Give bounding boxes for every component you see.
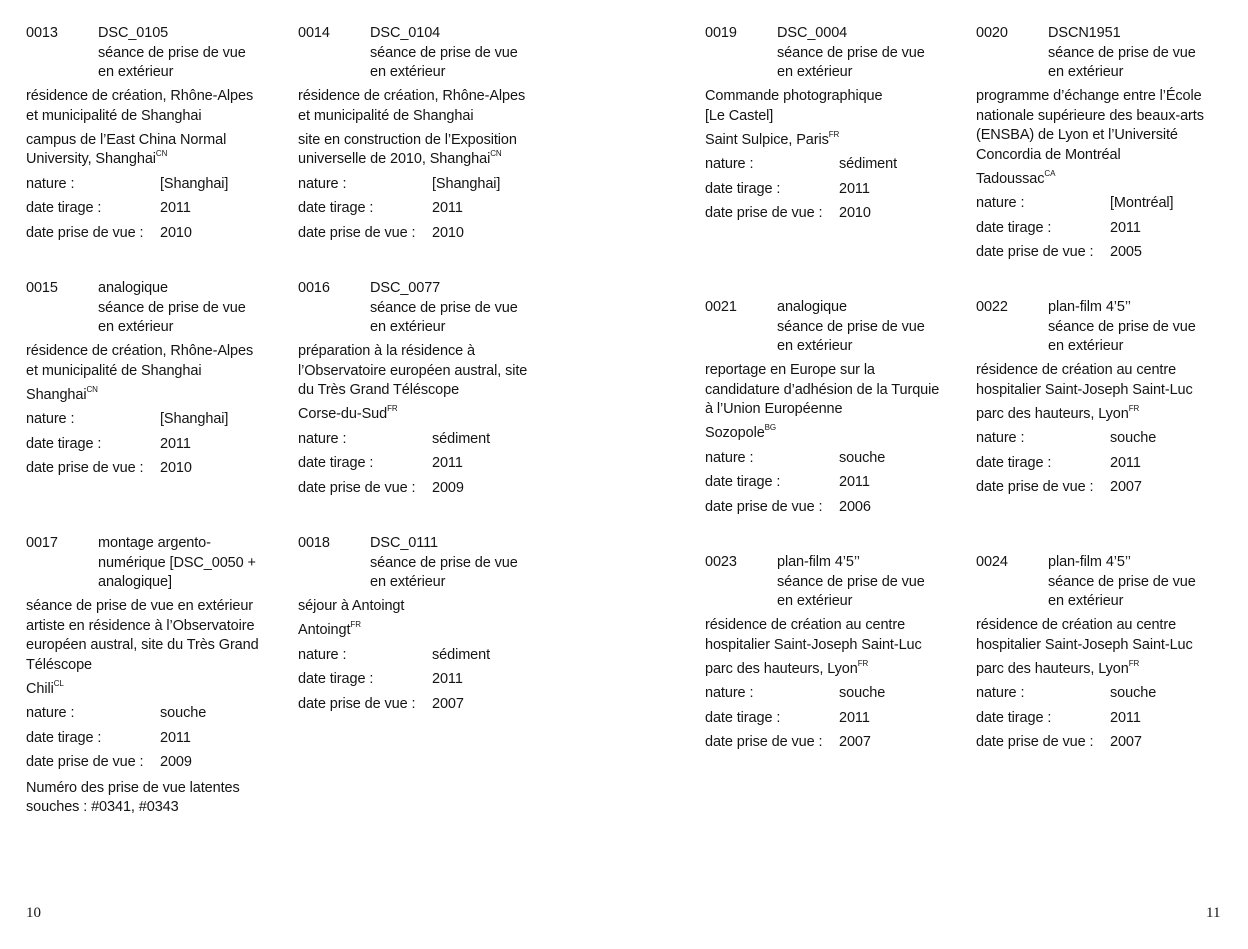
- entry-number: 0016: [298, 280, 330, 296]
- meta-row-nature: [298, 175, 560, 195]
- nature-label: nature :: [705, 156, 754, 172]
- date-tirage-label: date tirage :: [705, 474, 781, 490]
- date-prise-de-vue-label: date prise de vue :: [705, 734, 823, 750]
- entry-description: Commande photographique [Le Castel]: [705, 88, 883, 124]
- date-tirage-label: date tirage :: [298, 455, 374, 471]
- entry-subtitle: séance de prise de vue en extérieur: [1048, 318, 1196, 354]
- entry-description: résidence de création, Rhône-Alpes et municipalité de Shanghai: [26, 88, 254, 124]
- meta-row-date-prise-de-vue: [705, 498, 967, 518]
- country-code: FR: [350, 620, 361, 630]
- entry-subtitle: séance de prise de vue en extérieur: [98, 299, 246, 335]
- entry-number: 0020: [976, 25, 1008, 41]
- entry-subtitle: séance de prise de vue en extérieur: [370, 299, 518, 335]
- entry-number: 0013: [26, 25, 58, 41]
- entry-description: séance de prise de vue en extérieur artiste en résidence à l’Observatoire européen austral, site du Très Grand Téléscope: [26, 598, 259, 673]
- entry-header: [298, 279, 560, 299]
- meta-row-date-tirage: [26, 435, 288, 455]
- date-tirage-value: 2011: [839, 474, 870, 490]
- entry-location: [298, 131, 560, 170]
- location-name: Shanghai: [26, 386, 87, 403]
- date-tirage-value: 2011: [160, 200, 191, 216]
- date-prise-de-vue-value: 2005: [1110, 244, 1142, 260]
- entry-description: préparation à la résidence à l’Observatoire européen austral, site du Très Grand Téléscope: [298, 343, 528, 398]
- nature-value: souche: [839, 449, 886, 466]
- date-tirage-label: date tirage :: [26, 435, 102, 452]
- entry-title: DSCN1951: [1048, 25, 1121, 41]
- entry-header: [26, 24, 288, 44]
- entry-subtitle: séance de prise de vue en extérieur: [1048, 573, 1196, 609]
- meta-row-date-prise-de-vue: [976, 243, 1238, 263]
- meta-row-date-prise-de-vue: [705, 733, 967, 753]
- nature-value: [Shanghai]: [160, 411, 229, 427]
- date-tirage-label: date tirage :: [298, 200, 374, 216]
- entry-title: DSC_0004: [777, 25, 848, 41]
- meta-row-nature: [298, 430, 560, 450]
- entry-header: [26, 279, 288, 299]
- meta-row-date-tirage: [705, 180, 967, 200]
- meta-row-nature: [298, 646, 560, 666]
- entry-number: 0021: [705, 299, 737, 315]
- date-prise-de-vue-value: 2009: [432, 479, 464, 496]
- date-tirage-value: 2011: [1110, 219, 1141, 236]
- meta-row-date-prise-de-vue: [26, 224, 288, 244]
- country-code: CN: [490, 149, 502, 159]
- meta-row-date-tirage: [705, 709, 967, 729]
- date-prise-de-vue-label: date prise de vue :: [705, 205, 823, 221]
- entry-title: plan-film 4’5’’: [1048, 299, 1131, 315]
- country-code: CA: [1044, 168, 1056, 178]
- date-prise-de-vue-label: date prise de vue :: [26, 460, 144, 476]
- date-tirage-label: date tirage :: [705, 180, 781, 197]
- country-code: BG: [764, 423, 777, 433]
- catalog-entry: [705, 553, 967, 753]
- meta-row-date-prise-de-vue: [26, 753, 288, 773]
- nature-value: souche: [1110, 430, 1157, 446]
- entry-location: [26, 131, 288, 170]
- catalog-entry: [298, 534, 560, 714]
- entry-number: 0019: [705, 25, 737, 41]
- meta-row-nature: [705, 449, 967, 469]
- meta-row-date-tirage: [976, 219, 1238, 239]
- nature-label: nature :: [705, 685, 754, 701]
- meta-row-date-prise-de-vue: [976, 478, 1238, 498]
- entry-location: [298, 621, 560, 641]
- date-tirage-value: 2011: [839, 180, 870, 197]
- entry-subtitle: séance de prise de vue en extérieur: [98, 44, 246, 80]
- catalog-entry: [976, 553, 1238, 753]
- catalog-entry: [26, 534, 288, 818]
- meta-row-date-tirage: [26, 729, 288, 749]
- entry-header: [976, 24, 1238, 44]
- catalog-entry: [298, 279, 560, 498]
- nature-label: nature :: [298, 646, 347, 663]
- entry-subtitle: séance de prise de vue en extérieur: [777, 44, 925, 80]
- date-prise-de-vue-value: 2007: [839, 734, 871, 750]
- meta-row-date-tirage: [298, 454, 560, 474]
- location-name: parc des hauteurs, Lyon: [705, 660, 858, 677]
- entry-number: 0018: [298, 535, 330, 551]
- entry-header: [976, 553, 1238, 573]
- nature-label: nature :: [976, 195, 1025, 211]
- entry-subtitle: séance de prise de vue en extérieur: [1048, 44, 1196, 80]
- nature-label: nature :: [298, 175, 347, 192]
- date-tirage-value: 2011: [1110, 454, 1141, 471]
- entry-description: résidence de création au centre hospitalier Saint-Joseph Saint-Luc: [705, 617, 922, 653]
- nature-label: nature :: [976, 430, 1025, 446]
- date-prise-de-vue-value: 2007: [1110, 479, 1142, 495]
- country-code: FR: [387, 404, 398, 414]
- date-prise-de-vue-value: 2007: [432, 695, 464, 712]
- entry-description: résidence de création au centre hospitalier Saint-Joseph Saint-Luc: [976, 362, 1193, 398]
- meta-row-nature: [705, 155, 967, 175]
- entry-title: analogique: [98, 280, 168, 296]
- entry-location: [976, 170, 1238, 190]
- entry-title: plan-film 4’5’’: [1048, 554, 1131, 570]
- date-tirage-value: 2011: [160, 729, 191, 746]
- date-prise-de-vue-value: 2007: [1110, 734, 1142, 750]
- meta-row-nature: [26, 704, 288, 724]
- entry-subtitle: séance de prise de vue en extérieur: [777, 318, 925, 354]
- location-name: parc des hauteurs, Lyon: [976, 660, 1129, 677]
- meta-row-date-prise-de-vue: [26, 459, 288, 479]
- catalog-entry: [298, 24, 560, 243]
- nature-value: souche: [160, 705, 207, 721]
- date-tirage-label: date tirage :: [26, 200, 102, 216]
- date-tirage-label: date tirage :: [26, 729, 102, 746]
- nature-value: souche: [839, 685, 886, 701]
- entry-location: [705, 660, 967, 680]
- date-tirage-value: 2011: [160, 435, 191, 452]
- meta-row-date-tirage: [298, 670, 560, 690]
- entry-number: 0017: [26, 535, 58, 551]
- date-tirage-label: date tirage :: [976, 709, 1052, 726]
- nature-value: sédiment: [432, 430, 491, 447]
- entry-header: [705, 24, 967, 44]
- country-code: FR: [1128, 403, 1140, 413]
- entry-title: DSC_0077: [370, 280, 441, 296]
- date-prise-de-vue-label: date prise de vue :: [298, 224, 416, 241]
- date-tirage-value: 2011: [432, 200, 463, 216]
- nature-value: sédiment: [839, 156, 898, 172]
- entry-location: [976, 660, 1238, 680]
- meta-row-date-tirage: [976, 454, 1238, 474]
- location-name: site en construction de l’Exposition universelle de 2010, Shanghai: [298, 131, 517, 167]
- catalog-entry: [705, 298, 967, 517]
- date-prise-de-vue-label: date prise de vue :: [298, 479, 416, 496]
- location-name: Corse-du-Sud: [298, 406, 388, 422]
- date-prise-de-vue-label: date prise de vue :: [976, 734, 1094, 750]
- nature-value: sédiment: [432, 646, 491, 663]
- catalog-entry: [976, 24, 1238, 263]
- entry-title: montage argento- numérique [DSC_0050 + analogique]: [98, 535, 256, 590]
- date-prise-de-vue-value: 2010: [160, 460, 192, 476]
- date-prise-de-vue-label: date prise de vue :: [26, 754, 144, 770]
- date-tirage-label: date tirage :: [976, 454, 1052, 471]
- country-code: CN: [86, 384, 98, 394]
- entry-description: résidence de création, Rhône-Alpes et municipalité de Shanghai: [298, 88, 526, 124]
- country-code: CN: [155, 149, 168, 159]
- meta-row-date-tirage: [26, 199, 288, 219]
- meta-row-nature: [26, 410, 288, 430]
- entry-number: 0023: [705, 554, 737, 570]
- location-name: Saint Sulpice, Paris: [705, 131, 829, 148]
- date-prise-de-vue-value: 2009: [160, 754, 192, 770]
- date-prise-de-vue-label: date prise de vue :: [705, 498, 823, 515]
- entry-number: 0022: [976, 299, 1008, 315]
- meta-row-date-tirage: [976, 709, 1238, 729]
- date-tirage-value: 2011: [1110, 709, 1141, 726]
- catalog-entry: [26, 279, 288, 479]
- entry-header: [705, 298, 967, 318]
- meta-row-date-tirage: [298, 199, 560, 219]
- entry-number: 0024: [976, 554, 1008, 570]
- page-number-left: 10: [26, 905, 41, 921]
- catalog-entry: [705, 24, 967, 224]
- entry-header: [298, 534, 560, 554]
- meta-row-nature: [705, 684, 967, 704]
- entry-description: séjour à Antoingt: [298, 598, 405, 614]
- date-prise-de-vue-value: 2010: [839, 205, 871, 221]
- country-code: FR: [828, 129, 840, 139]
- meta-row-date-prise-de-vue: [298, 224, 560, 244]
- nature-value: [Shanghai]: [160, 175, 229, 192]
- entry-subtitle: séance de prise de vue en extérieur: [370, 44, 518, 80]
- entry-header: [976, 298, 1238, 318]
- nature-label: nature :: [26, 705, 75, 721]
- entry-location: [705, 424, 967, 444]
- entry-header: [298, 24, 560, 44]
- entry-description: résidence de création, Rhône-Alpes et municipalité de Shanghai: [26, 343, 254, 379]
- page-number-right: 11: [1206, 905, 1221, 921]
- meta-row-date-prise-de-vue: [705, 204, 967, 224]
- date-prise-de-vue-label: date prise de vue :: [26, 224, 144, 241]
- date-tirage-label: date tirage :: [705, 709, 781, 726]
- entry-title: DSC_0111: [370, 535, 438, 551]
- location-name: Sozopole: [705, 425, 765, 441]
- entry-subtitle: séance de prise de vue en extérieur: [370, 554, 518, 590]
- entry-subtitle: séance de prise de vue en extérieur: [777, 573, 925, 609]
- nature-label: nature :: [26, 411, 75, 427]
- meta-row-nature: [976, 429, 1238, 449]
- entry-location: [298, 405, 560, 425]
- entry-description: programme d’échange entre l’École nationale supérieure des beaux-arts (ENSBA) de Lyon et l’Université Concordia de Montréal: [976, 88, 1204, 163]
- entry-header: [26, 534, 288, 593]
- entry-location: [26, 386, 288, 406]
- meta-row-nature: [26, 175, 288, 195]
- location-name: campus de l’East China Normal University, Shanghai: [26, 131, 227, 167]
- nature-label: nature :: [976, 685, 1025, 701]
- entry-number: 0015: [26, 280, 58, 296]
- entry-description: résidence de création au centre hospitalier Saint-Joseph Saint-Luc: [976, 617, 1193, 653]
- location-name: parc des hauteurs, Lyon: [976, 405, 1129, 422]
- entry-number: 0014: [298, 25, 330, 41]
- meta-row-nature: [976, 684, 1238, 704]
- entry-title: DSC_0105: [98, 25, 169, 41]
- country-code: FR: [857, 658, 869, 668]
- entry-location: [26, 680, 288, 700]
- country-code: FR: [1128, 658, 1140, 668]
- meta-row-date-prise-de-vue: [298, 695, 560, 715]
- nature-value: [Shanghai]: [432, 175, 501, 192]
- location-name: Antoingt: [298, 622, 351, 638]
- nature-label: nature :: [26, 175, 75, 192]
- date-prise-de-vue-label: date prise de vue :: [298, 695, 416, 712]
- location-name: Tadoussac: [976, 170, 1045, 187]
- date-prise-de-vue-label: date prise de vue :: [976, 244, 1094, 260]
- catalog-entry: [26, 24, 288, 243]
- catalog-entry: [976, 298, 1238, 498]
- date-tirage-value: 2011: [432, 671, 463, 687]
- country-code: CL: [53, 678, 64, 688]
- nature-label: nature :: [298, 430, 347, 447]
- date-prise-de-vue-label: date prise de vue :: [976, 479, 1094, 495]
- date-prise-de-vue-value: 2010: [160, 224, 192, 241]
- location-name: Chili: [26, 680, 54, 697]
- entry-title: plan-film 4’5’’: [777, 554, 860, 570]
- date-tirage-label: date tirage :: [976, 219, 1052, 236]
- meta-row-nature: [976, 194, 1238, 214]
- entry-note: Numéro des prise de vue latentes souches : #0341, #0343: [26, 779, 240, 815]
- entry-description: reportage en Europe sur la candidature d’adhésion de la Turquie à l’Union Européenne: [705, 362, 940, 417]
- entry-header: [705, 553, 967, 573]
- date-tirage-label: date tirage :: [298, 671, 374, 687]
- date-prise-de-vue-value: 2006: [839, 498, 871, 515]
- date-prise-de-vue-value: 2010: [432, 224, 464, 241]
- nature-value: [Montréal]: [1110, 195, 1174, 211]
- entry-location: [976, 405, 1238, 425]
- meta-row-date-prise-de-vue: [976, 733, 1238, 753]
- date-tirage-value: 2011: [432, 455, 463, 471]
- date-tirage-value: 2011: [839, 709, 870, 726]
- entry-location: [705, 131, 967, 151]
- entry-title: analogique: [777, 299, 847, 315]
- entry-title: DSC_0104: [370, 25, 441, 41]
- meta-row-date-prise-de-vue: [298, 479, 560, 499]
- nature-label: nature :: [705, 449, 754, 466]
- meta-row-date-tirage: [705, 473, 967, 493]
- nature-value: souche: [1110, 685, 1157, 701]
